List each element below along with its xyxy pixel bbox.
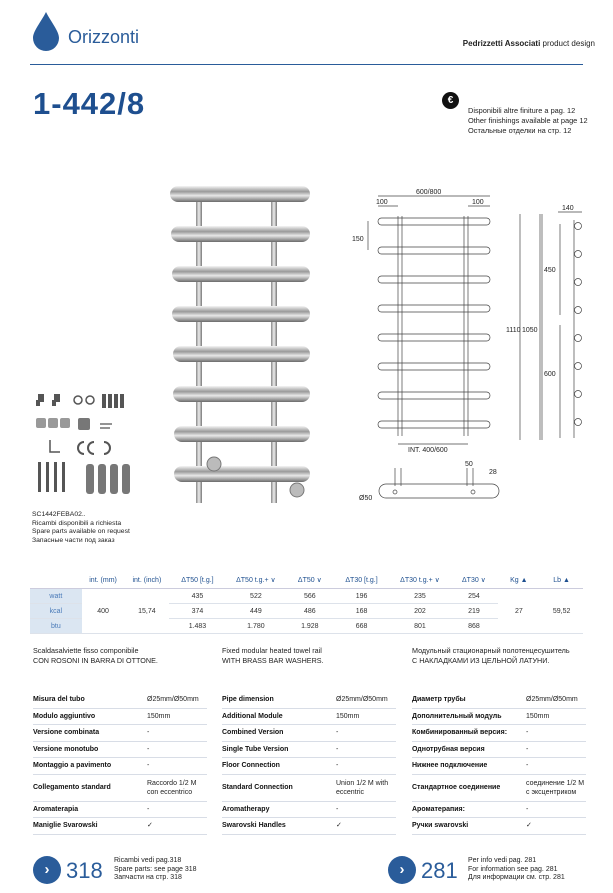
dim-right-100: 100 bbox=[472, 199, 484, 206]
table-row: Ароматерапия: - bbox=[412, 802, 586, 819]
table-row: Стандартное соединение соединение 1/2 M с эксцентриком bbox=[412, 775, 586, 802]
details-table-ru bbox=[412, 692, 586, 835]
producer-credit: Pedrizzetti Associati product design bbox=[462, 39, 595, 48]
table-row: kcal 374 449 486 168 202 219 bbox=[30, 604, 583, 619]
dim-left-100: 100 bbox=[376, 199, 388, 206]
description-en: Fixed modular heated towel rail WITH BRASS BAR WASHERS. bbox=[222, 646, 324, 665]
dim-28: 28 bbox=[489, 469, 497, 476]
bottom-view-drawing bbox=[355, 456, 505, 506]
table-row: Дополнительный модуль 150mm bbox=[412, 709, 586, 726]
header-divider bbox=[30, 64, 583, 65]
description-it: Scaldasalviette fisso componibile CON ROSONI IN BARRA DI OTTONE. bbox=[33, 646, 158, 665]
spare-parts-note: SC1442FEBA02.. Ricambi disponibili a richiesta Spare parts available on request Запасные части под заказ bbox=[32, 511, 130, 544]
spare-parts-illustration bbox=[30, 388, 140, 508]
table-row: Aromatherapy - bbox=[222, 802, 396, 819]
table-row: Нижнее подключение - bbox=[412, 758, 586, 775]
header-dt30-tg: ΔT30 [t.g.] bbox=[345, 576, 378, 584]
header-dt30-v: ΔT30 ∨ bbox=[462, 577, 486, 584]
table-row: Single Tube Version - bbox=[222, 742, 396, 759]
weight-icon: ▲ bbox=[563, 576, 570, 584]
table-row: btu 1.483 1.780 1.928 668 801 868 bbox=[30, 619, 583, 634]
table-row: Combined Version - bbox=[222, 725, 396, 742]
product-code: 1-442/8 bbox=[33, 86, 146, 121]
spec-table bbox=[30, 572, 583, 634]
table-row: Modulo aggiuntivo 150mm bbox=[33, 709, 207, 726]
table-row: Standard Connection Union 1/2 M with eccentric bbox=[222, 775, 396, 802]
header-dt50-v: ΔT50 ∨ bbox=[297, 577, 322, 584]
int-mm-value: 400 bbox=[82, 589, 125, 634]
side-view-drawing bbox=[500, 200, 590, 445]
dim-int: INT. 400/600 bbox=[408, 447, 448, 454]
kg-value: 27 bbox=[498, 589, 541, 634]
finishes-note: Disponibili altre finiture a pag. 12 Other finishings available at page 12 Остальные отделки на стр. 12 bbox=[468, 106, 588, 135]
dim-50: 50 bbox=[465, 461, 473, 468]
int-inch-value: 15,74 bbox=[124, 589, 169, 634]
spec-header-row bbox=[30, 572, 583, 589]
dim-140: 140 bbox=[562, 205, 574, 212]
dim-diam50: Ø50 bbox=[359, 495, 373, 502]
table-row: Pipe dimension Ø25mm/Ø50mm bbox=[222, 692, 396, 709]
euro-icon: € bbox=[442, 92, 459, 109]
table-row: Однотрубная версия - bbox=[412, 742, 586, 759]
page-link-info[interactable]: 281 bbox=[421, 858, 458, 883]
dim-width-total: 600/800 bbox=[416, 189, 442, 196]
table-row: watt 400 15,74 435 522 566 196 235 254 27 59,52 bbox=[30, 589, 583, 604]
table-row: Aromaterapia - bbox=[33, 802, 207, 819]
dim-1050: 1050 bbox=[522, 327, 538, 334]
chevron-right-icon[interactable]: › bbox=[388, 856, 416, 884]
water-drop-logo-icon bbox=[30, 11, 62, 51]
header-kg: Kg ▲ bbox=[510, 576, 528, 584]
table-row: Floor Connection - bbox=[222, 758, 396, 775]
table-row: Montaggio a pavimento - bbox=[33, 758, 207, 775]
lb-value: 59,52 bbox=[540, 589, 583, 634]
towel-rail-photo bbox=[150, 168, 330, 513]
dim-1110: 1110 bbox=[506, 327, 521, 334]
table-row: Collegamento standard Raccordo 1/2 M con eccentrico bbox=[33, 775, 207, 802]
description-ru: Модульный стационарный полотенцесушитель С НАКЛАДКАМИ ИЗ ЦЕЛЬНОЙ ЛАТУНИ. bbox=[412, 646, 570, 665]
table-row: Swarovski Handles ✓ bbox=[222, 818, 396, 835]
table-row: Versione combinata - bbox=[33, 725, 207, 742]
dim-600: 600 bbox=[544, 371, 556, 378]
chevron-right-icon[interactable]: › bbox=[33, 856, 61, 884]
table-row: Versione monotubo - bbox=[33, 742, 207, 759]
brand-name: Orizzonti bbox=[68, 27, 140, 47]
table-row: Maniglie Svarowski ✓ bbox=[33, 818, 207, 835]
header-dt30-tgv: ΔT30 t.g.+ ∨ bbox=[400, 577, 440, 584]
header-dt50-tgv: ΔT50 t.g.+ ∨ bbox=[236, 577, 276, 584]
header-int-inch: int. (inch) bbox=[132, 576, 162, 584]
table-row: Комбинированный версия: - bbox=[412, 725, 586, 742]
header-dt50-tg: ΔT50 [t.g.] bbox=[181, 576, 214, 584]
dim-top-150: 150 bbox=[352, 236, 364, 243]
table-row: Additional Module 150mm bbox=[222, 709, 396, 726]
header-lb: Lb ▲ bbox=[553, 576, 570, 584]
weight-icon: ▲ bbox=[520, 576, 528, 584]
table-row: Ручки swarovski ✓ bbox=[412, 818, 586, 835]
spare-parts-reference: Ricambi vedi pag.318 Spare parts: see page 318 Запчасти на стр. 318 bbox=[114, 857, 197, 882]
table-row: Диаметр трубы Ø25mm/Ø50mm bbox=[412, 692, 586, 709]
details-table-it bbox=[33, 692, 207, 835]
info-reference: Per info vedi pag. 281 For information see pag. 281 Для информации см. стр. 281 bbox=[468, 857, 565, 882]
dim-450: 450 bbox=[544, 267, 556, 274]
header-int-mm: int. (mm) bbox=[89, 576, 117, 584]
details-table-en bbox=[222, 692, 396, 835]
table-row: Misura del tubo Ø25mm/Ø50mm bbox=[33, 692, 207, 709]
page-link-spare-parts[interactable]: 318 bbox=[66, 858, 103, 883]
front-view-drawing bbox=[348, 186, 513, 456]
